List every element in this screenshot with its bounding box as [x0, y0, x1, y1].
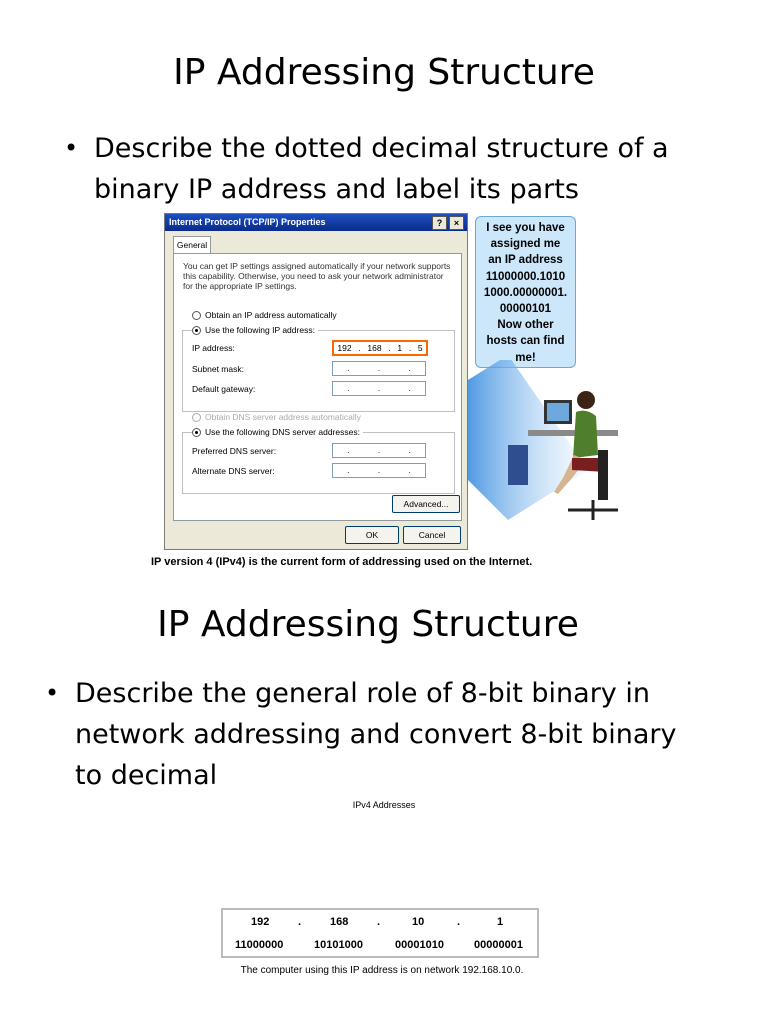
ip-address-label: IP address: — [192, 343, 235, 353]
desk — [528, 430, 618, 436]
slide1-bullet — [64, 128, 669, 210]
octet-dot: . — [377, 916, 381, 928]
light-beam — [468, 360, 588, 520]
dialog-titlebar — [165, 214, 467, 231]
help-button[interactable]: ? — [432, 216, 447, 230]
binary-decimal-table — [221, 908, 539, 958]
radio-auto-ip-label: Obtain an IP address automatically — [205, 310, 337, 320]
binary-octet: 00001010 — [395, 939, 444, 951]
slide2-bullet-line2: network addressing and convert 8-bit binary — [75, 719, 677, 750]
ip-octet: 5 — [417, 343, 423, 353]
bubble-line: 1000.00000001. — [483, 286, 568, 299]
bubble-line: me! — [515, 351, 536, 364]
bubble-line: 11000000.1010 — [485, 270, 566, 283]
network-caption: The computer using this IP address is on network 192.168.10.0. — [240, 965, 524, 976]
dialog-title: Internet Protocol (TCP/IP) Properties — [169, 217, 326, 227]
binary-octet: 11000000 — [235, 939, 284, 951]
ipv4-caption: IP version 4 (IPv4) is the current form of addressing used on the Internet. — [151, 556, 533, 568]
computer-tower-icon — [508, 445, 528, 485]
radio-use-ip-label: Use the following IP address: — [205, 325, 315, 335]
alternate-dns-field[interactable]: . . . — [332, 463, 426, 478]
user-at-computer-illustration — [468, 360, 628, 530]
bullet-dot: • — [64, 134, 79, 162]
binary-octet: 00000001 — [474, 939, 523, 951]
radio-use-ip[interactable] — [192, 325, 318, 335]
radio-icon — [192, 413, 201, 422]
radio-icon — [192, 311, 201, 320]
cancel-button[interactable]: Cancel — [403, 526, 461, 544]
radio-use-dns-label: Use the following DNS server addresses: — [205, 427, 360, 437]
slide2-bullet-line1: Describe the general role of 8-bit binary in — [75, 678, 650, 709]
radio-auto-ip[interactable] — [192, 310, 337, 320]
ip-octet: 192 — [337, 343, 352, 353]
decimal-octet: 1 — [497, 916, 504, 928]
decimal-octet: 168 — [330, 916, 349, 928]
alternate-dns-label: Alternate DNS server: — [192, 466, 275, 476]
slide2-bullet — [45, 673, 677, 796]
binary-octet: 10101000 — [314, 939, 363, 951]
bubble-line: an IP address — [488, 254, 563, 267]
decimal-octet: 192 — [251, 916, 270, 928]
subnet-mask-label: Subnet mask: — [192, 364, 244, 374]
octet-dot: . — [298, 916, 302, 928]
radio-selected-icon — [192, 428, 201, 437]
radio-selected-icon — [192, 326, 201, 335]
slide1-title: IP Addressing Structure — [173, 52, 595, 93]
chair — [598, 450, 608, 500]
close-button[interactable]: × — [449, 216, 464, 230]
person-body — [573, 411, 598, 458]
bubble-line: assigned me — [490, 238, 561, 251]
bubble-line: Now other — [497, 319, 554, 332]
tab-general[interactable]: General — [173, 236, 211, 254]
slide1-bullet-line2: binary IP address and label its parts — [94, 174, 579, 205]
decimal-octet: 10 — [412, 916, 425, 928]
tcpip-properties-dialog — [164, 213, 468, 550]
subnet-mask-field[interactable]: . . . — [332, 361, 426, 376]
octet-dot: . — [457, 916, 461, 928]
default-gateway-field[interactable]: . . . — [332, 381, 426, 396]
radio-auto-dns[interactable] — [192, 412, 361, 422]
bubble-line: 00000101 — [499, 303, 552, 316]
ipv4-addresses-title: IPv4 Addresses — [352, 800, 416, 810]
person-head — [577, 391, 595, 409]
preferred-dns-label: Preferred DNS server: — [192, 446, 277, 456]
speech-bubble — [475, 216, 576, 368]
slide2-title: IP Addressing Structure — [157, 604, 579, 645]
bullet-dot: • — [45, 679, 60, 707]
bubble-line: hosts can find — [486, 335, 565, 348]
radio-use-dns[interactable] — [192, 427, 363, 437]
ip-octet: 168 — [367, 343, 382, 353]
ok-button[interactable]: OK — [345, 526, 399, 544]
bubble-line: I see you have — [486, 222, 565, 234]
preferred-dns-field[interactable]: . . . — [332, 443, 426, 458]
slide2-bullet-line3: to decimal — [75, 760, 218, 791]
intro-text: You can get IP settings assigned automatically if your network supports this capability. Otherwise, you need to ask your network administrator for the appropriate IP settings. — [183, 261, 451, 291]
advanced-button[interactable]: Advanced... — [392, 495, 460, 513]
ip-octet: 1 — [397, 343, 403, 353]
general-panel — [173, 253, 462, 521]
ip-address-field[interactable]: 192 . 168 . 1 . 5 — [332, 340, 428, 356]
default-gateway-label: Default gateway: — [192, 384, 256, 394]
slide1-bullet-line1: Describe the dotted decimal structure of a — [94, 133, 669, 164]
radio-auto-dns-label: Obtain DNS server address automatically — [205, 412, 361, 422]
